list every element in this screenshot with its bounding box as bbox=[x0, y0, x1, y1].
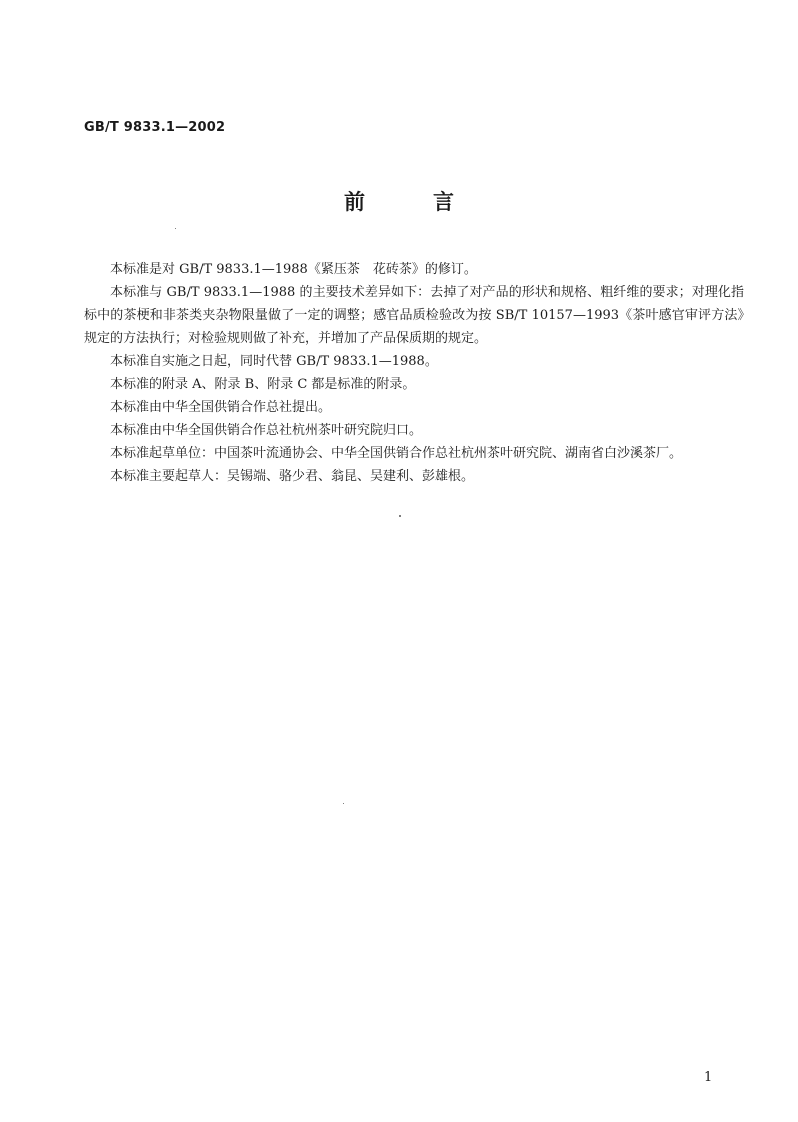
title-char-2: 言 bbox=[433, 190, 454, 214]
standard-number: GB/T 9833.1—2002 bbox=[84, 120, 226, 135]
paragraph-annexes: 本标准的附录 A、附录 B、附录 C 都是标准的附录。 bbox=[110, 377, 416, 392]
paragraph-administered-by: 本标准由中华全国供销合作总社杭州茶叶研究院归口。 bbox=[110, 423, 423, 438]
paragraph-drafters: 本标准主要起草人：吴锡端、骆少君、翁昆、吴建利、彭雄根。 bbox=[110, 469, 475, 484]
page-number: 1 bbox=[704, 1070, 713, 1085]
paragraph-technical-differences: 本标准与 GB/T 9833.1—1988 的主要技术差异如下：去掉了对产品的形状和规格、粗纤维的要求；对理化指标中的茶梗和非茶类夹杂物限量做了一定的调整；感官品质检验改为按 SB/T 10157—1993《茶叶感官审评方法》规定的方法执行；对检验规则做了补充，并增加了产品保质期的规定。 bbox=[84, 285, 744, 346]
paragraph-revision-note: 本标准是对 GB/T 9833.1—1988《紧压茶 花砖茶》的修订。 bbox=[110, 262, 477, 277]
paragraph-replacement: 本标准自实施之日起，同时代替 GB/T 9833.1—1988。 bbox=[110, 354, 438, 369]
scan-speck bbox=[399, 515, 401, 517]
foreword-body bbox=[84, 258, 744, 488]
paragraph-drafting-units: 本标准起草单位：中国茶叶流通协会、中华全国供销合作总社杭州茶叶研究院、湖南省白沙溪茶厂。 bbox=[110, 446, 683, 461]
page-title bbox=[0, 186, 798, 216]
scan-speck bbox=[175, 228, 176, 229]
title-char-1: 前 bbox=[344, 190, 365, 214]
scan-speck bbox=[343, 803, 344, 804]
paragraph-proposed-by: 本标准由中华全国供销合作总社提出。 bbox=[110, 400, 332, 415]
